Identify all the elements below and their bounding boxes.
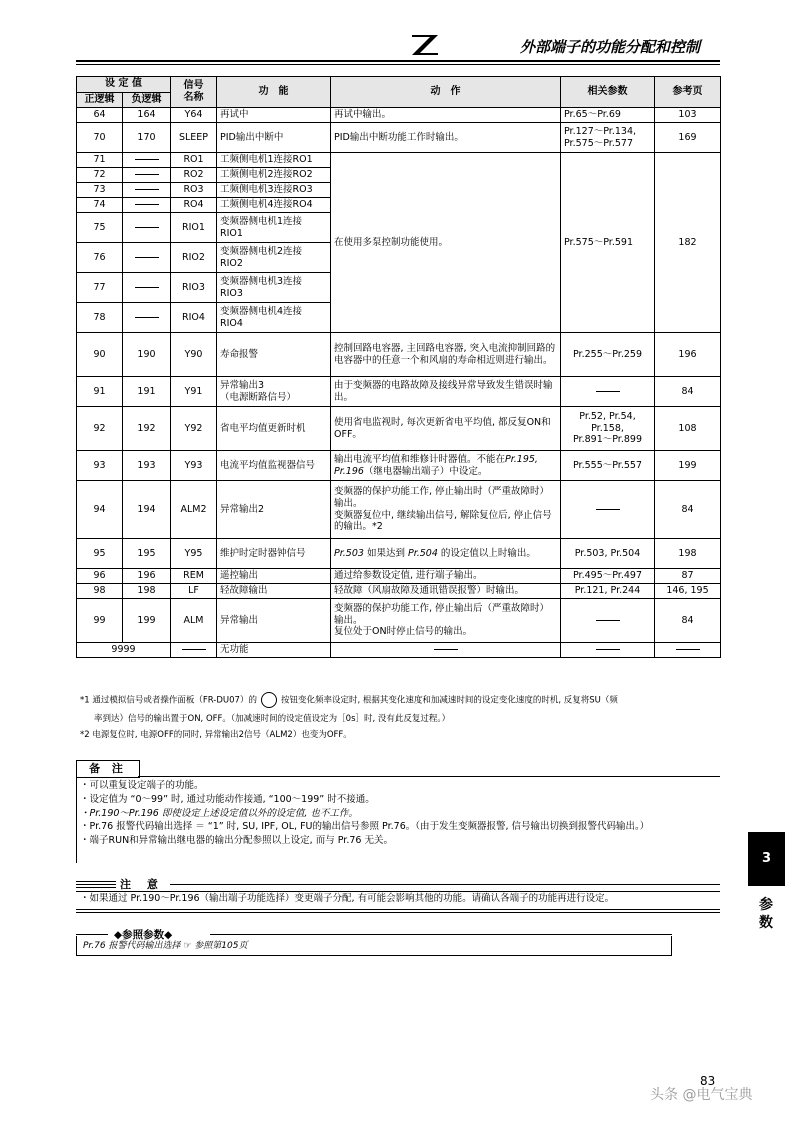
dash-mark bbox=[434, 649, 458, 650]
cell-negative-none bbox=[123, 243, 171, 273]
cell-params: Pr.52, Pr.54, Pr.158, Pr.891～Pr.899 bbox=[561, 407, 655, 451]
table-row bbox=[77, 539, 721, 569]
cell-ref-page-multi-pump: 182 bbox=[655, 153, 721, 333]
cell-positive: 77 bbox=[77, 273, 123, 303]
table-row bbox=[77, 599, 721, 643]
remarks-label: 备 注 bbox=[76, 760, 140, 778]
cell-negative: 164 bbox=[123, 108, 171, 123]
cell-function: PID输出中断中 bbox=[217, 123, 331, 153]
remarks-list bbox=[80, 779, 718, 848]
cell-params-none bbox=[561, 481, 655, 539]
cell-negative: 191 bbox=[123, 377, 171, 407]
brand-logo-icon bbox=[410, 33, 440, 57]
cell-action: 使用省电监视时, 每次更新省电平均值, 都反复ON和OFF。 bbox=[331, 407, 561, 451]
cell-action: 由于变频器的电路故障及接线异常导致发生错误时输出。 bbox=[331, 377, 561, 407]
cell-negative-none bbox=[123, 213, 171, 243]
footnote-1-text-b: 按钮变化频率设定时, 根据其变化速度和加减速时间的设定变化速度的时机, 反复将SU（频 bbox=[280, 695, 618, 706]
cell-signal: RO2 bbox=[171, 168, 217, 183]
dash-mark bbox=[596, 649, 620, 650]
cell-action bbox=[331, 539, 561, 569]
caution-text: ・如果通过 Pr.190～Pr.196（输出端子功能选择）变更端子分配, 有可能会影响其他的功能。请确认各端子的功能再进行设定。 bbox=[80, 893, 615, 904]
page-number: 83 bbox=[700, 1074, 716, 1088]
list-item: ・ Pr.76 报警代码输出选择 ＝ “1” 时, SU, IPF, OL, FU的输出信号参照 Pr.76。（由于发生变频器报警, 信号输出切换到报警代码输出。） bbox=[80, 820, 718, 834]
dash-mark bbox=[135, 317, 159, 318]
table-row bbox=[77, 451, 721, 481]
cell-signal: RIO2 bbox=[171, 243, 217, 273]
cell-positive: 90 bbox=[77, 333, 123, 377]
cell-function: 工频侧电机3连接RO3 bbox=[217, 183, 331, 198]
cell-function: 异常输出 bbox=[217, 599, 331, 643]
cell-ref-page: 108 bbox=[655, 407, 721, 451]
cell-negative: 193 bbox=[123, 451, 171, 481]
table-row bbox=[77, 407, 721, 451]
cell-function: 维护时定时器钟信号 bbox=[217, 539, 331, 569]
table-row bbox=[77, 333, 721, 377]
cell-params: Pr.121, Pr.244 bbox=[561, 584, 655, 599]
list-item: ・ 设定值为 “0～99” 时, 通过功能动作接通, “100～199” 时不接通。 bbox=[80, 793, 718, 807]
caution-icon-lines bbox=[76, 881, 116, 890]
dash-mark bbox=[135, 204, 159, 205]
cell-negative: 170 bbox=[123, 123, 171, 153]
cell-params: Pr.65～Pr.69 bbox=[561, 108, 655, 123]
table-row bbox=[77, 377, 721, 407]
cell-signal: RO3 bbox=[171, 183, 217, 198]
cell-positive: 74 bbox=[77, 198, 123, 213]
cell-params: Pr.555～Pr.557 bbox=[561, 451, 655, 481]
cell-positive: 71 bbox=[77, 153, 123, 168]
cell-positive: 95 bbox=[77, 539, 123, 569]
page-header-title: 外部端子的功能分配和控制 bbox=[520, 38, 701, 56]
cell-signal: Y64 bbox=[171, 108, 217, 123]
cell-function: 变频器侧电机4连接 RIO4 bbox=[217, 303, 331, 333]
dash-mark bbox=[596, 391, 620, 392]
cell-negative: 196 bbox=[123, 569, 171, 584]
cell-positive: 70 bbox=[77, 123, 123, 153]
cell-action: 通过给参数设定值, 进行端子输出。 bbox=[331, 569, 561, 584]
cell-function: 工频侧电机2连接RO2 bbox=[217, 168, 331, 183]
cell-negative: 198 bbox=[123, 584, 171, 599]
cell-action: 控制回路电容器, 主回路电容器, 突入电流抑制回路的电容器中的任意一个和风扇的寿命相近则进行输出。 bbox=[331, 333, 561, 377]
cell-signal: ALM2 bbox=[171, 481, 217, 539]
cell-function: 工频侧电机1连接RO1 bbox=[217, 153, 331, 168]
cell-ref-page: 84 bbox=[655, 599, 721, 643]
cell-negative-none bbox=[123, 168, 171, 183]
reference-link[interactable]: Pr.76 报警代码输出选择 ☞ 参照第105页 bbox=[76, 936, 672, 956]
table-row bbox=[77, 569, 721, 584]
action-text: 输出电流平均值和维修计时器值。不能在 bbox=[334, 453, 506, 465]
setting-dial-icon bbox=[261, 692, 277, 708]
param-ref: Pr.195, Pr.196 bbox=[334, 453, 538, 477]
cell-action: 变频器的保护功能工作, 停止输出时（严重故障时）输出。 变频器复位中, 继续输出信号, 解除复位后, 停止信号的输出。*2 bbox=[331, 481, 561, 539]
cell-negative-none bbox=[123, 153, 171, 168]
cell-ref-page: 146, 195 bbox=[655, 584, 721, 599]
cell-params: Pr.503, Pr.504 bbox=[561, 539, 655, 569]
cell-signal: RIO4 bbox=[171, 303, 217, 333]
cell-function: 轻故障输出 bbox=[217, 584, 331, 599]
cell-function: 无功能 bbox=[217, 643, 331, 658]
header-signal-name: 信号 名称 bbox=[171, 77, 217, 108]
reference-title: ◆参照参数◆ bbox=[114, 929, 173, 941]
caution-bottom-rule-2 bbox=[76, 912, 720, 913]
cell-ref-page: 84 bbox=[655, 481, 721, 539]
cell-negative-none bbox=[123, 183, 171, 198]
table-row bbox=[77, 643, 721, 658]
cell-signal: ALM bbox=[171, 599, 217, 643]
cell-function: 异常输出2 bbox=[217, 481, 331, 539]
reference-divider-left bbox=[76, 934, 108, 935]
cell-positive: 92 bbox=[77, 407, 123, 451]
cell-negative: 195 bbox=[123, 539, 171, 569]
cell-negative-none bbox=[123, 198, 171, 213]
reference-divider-right bbox=[210, 934, 672, 935]
cell-positive: 73 bbox=[77, 183, 123, 198]
table-row bbox=[77, 108, 721, 123]
cell-action bbox=[331, 451, 561, 481]
cell-params: Pr.255～Pr.259 bbox=[561, 333, 655, 377]
chapter-label: 参数 bbox=[759, 897, 773, 931]
cell-ref-page: 198 bbox=[655, 539, 721, 569]
footnote-1-continued: 率到达）信号的输出置于ON, OFF。（加减速时间的设定值设定为［0s］时, 没有此反复过程。） bbox=[94, 714, 451, 724]
cell-setting-value: 9999 bbox=[77, 643, 171, 658]
dash-mark bbox=[596, 509, 620, 510]
header-ref-page: 参考页 bbox=[655, 77, 721, 108]
dash-mark bbox=[676, 649, 700, 650]
cell-signal: Y95 bbox=[171, 539, 217, 569]
cell-positive: 91 bbox=[77, 377, 123, 407]
cell-function: 省电平均值更新时机 bbox=[217, 407, 331, 451]
cell-params: Pr.495～Pr.497 bbox=[561, 569, 655, 584]
table-row bbox=[77, 584, 721, 599]
cell-ref-page: 87 bbox=[655, 569, 721, 584]
cell-function: 再试中 bbox=[217, 108, 331, 123]
cell-negative: 192 bbox=[123, 407, 171, 451]
caution-title: 注 意 bbox=[120, 878, 164, 891]
dash-mark bbox=[135, 174, 159, 175]
cell-params: Pr.127～Pr.134, Pr.575～Pr.577 bbox=[561, 123, 655, 153]
caution-bottom-rule bbox=[76, 909, 720, 910]
cell-signal: RO1 bbox=[171, 153, 217, 168]
cell-ref-page: 169 bbox=[655, 123, 721, 153]
list-item: ・ Pr.190～Pr.196 即使设定上述设定值以外的设定值, 也不工作。 bbox=[80, 807, 718, 821]
table-row bbox=[77, 481, 721, 539]
cell-positive: 76 bbox=[77, 243, 123, 273]
cell-function: 变频器侧电机2连接 RIO2 bbox=[217, 243, 331, 273]
action-text: 如果达到 bbox=[363, 547, 408, 559]
cell-signal: Y93 bbox=[171, 451, 217, 481]
dash-mark bbox=[596, 620, 620, 621]
dash-mark bbox=[135, 159, 159, 160]
cell-positive: 78 bbox=[77, 303, 123, 333]
cell-signal: Y91 bbox=[171, 377, 217, 407]
header-divider-thin bbox=[76, 64, 720, 65]
cell-function: 电流平均值监视器信号 bbox=[217, 451, 331, 481]
header-related-params: 相关参数 bbox=[561, 77, 655, 108]
cell-positive: 98 bbox=[77, 584, 123, 599]
cell-ref-page: 84 bbox=[655, 377, 721, 407]
cell-function: 异常输出3 （电源断路信号） bbox=[217, 377, 331, 407]
cell-negative: 190 bbox=[123, 333, 171, 377]
watermark: 头条 @电气宝典 bbox=[650, 1087, 753, 1103]
cell-action: 轻故障（风扇故障及通讯错误报警）时输出。 bbox=[331, 584, 561, 599]
chapter-tab[interactable]: 3 bbox=[748, 832, 785, 886]
output-terminal-function-table bbox=[76, 76, 721, 658]
header-divider bbox=[76, 60, 720, 62]
cell-action: 再试中输出。 bbox=[331, 108, 561, 123]
cell-negative-none bbox=[123, 303, 171, 333]
cell-params-multi-pump: Pr.575～Pr.591 bbox=[561, 153, 655, 333]
cell-signal: RIO3 bbox=[171, 273, 217, 303]
cell-signal-none bbox=[171, 643, 217, 658]
cell-signal: SLEEP bbox=[171, 123, 217, 153]
cell-function: 遥控输出 bbox=[217, 569, 331, 584]
caution-divider bbox=[170, 884, 720, 885]
dash-mark bbox=[135, 227, 159, 228]
table-row bbox=[77, 123, 721, 153]
cell-function: 变频器侧电机1连接 RIO1 bbox=[217, 213, 331, 243]
cell-positive: 94 bbox=[77, 481, 123, 539]
cell-action: PID输出中断功能工作时输出。 bbox=[331, 123, 561, 153]
cell-signal: RIO1 bbox=[171, 213, 217, 243]
header-setting-value: 设 定 值 bbox=[77, 77, 171, 93]
cell-signal: REM bbox=[171, 569, 217, 584]
cell-positive: 96 bbox=[77, 569, 123, 584]
action-text: 的设定值以上时输出。 bbox=[437, 547, 536, 559]
cell-positive: 64 bbox=[77, 108, 123, 123]
list-item: ・ 可以重复设定端子的功能。 bbox=[80, 779, 718, 793]
cell-action: 变频器的保护功能工作, 停止输出后（严重故障时）输出。 复位处于ON时停止信号的输出。 bbox=[331, 599, 561, 643]
dash-mark bbox=[135, 287, 159, 288]
cell-ref-page: 199 bbox=[655, 451, 721, 481]
cell-positive: 75 bbox=[77, 213, 123, 243]
dash-mark bbox=[135, 189, 159, 190]
cell-negative-none bbox=[123, 273, 171, 303]
cell-function: 工频侧电机4连接RO4 bbox=[217, 198, 331, 213]
list-item: ・ 端子RUN和异常输出继电器的输出分配参照以上设定, 而与 Pr.76 无关。 bbox=[80, 834, 718, 848]
cell-function: 变频器侧电机3连接 RIO3 bbox=[217, 273, 331, 303]
cell-signal: Y90 bbox=[171, 333, 217, 377]
footnote-2: *2 电源复位时, 电源OFF的同时, 异常输出2信号（ALM2）也变为OFF。 bbox=[80, 730, 352, 740]
dash-mark bbox=[135, 257, 159, 258]
cell-function: 寿命报警 bbox=[217, 333, 331, 377]
footnote-1-text-a: *1 通过模拟信号或者操作面板（FR-DU07）的 bbox=[80, 695, 257, 706]
header-negative-logic: 负逻辑 bbox=[123, 92, 171, 108]
cell-params-none bbox=[561, 377, 655, 407]
caution-text-body: 如果通过 Pr.190～Pr.196（输出端子功能选择）变更端子分配, 有可能会影响其他的功能。请确认各端子的功能再进行设定。 bbox=[89, 893, 615, 904]
param-ref: Pr.503 bbox=[334, 547, 364, 559]
action-text: （继电器输出端子）中设定。 bbox=[363, 465, 488, 477]
cell-action-none bbox=[331, 643, 561, 658]
dash-mark bbox=[182, 649, 206, 650]
cell-ref-page: 103 bbox=[655, 108, 721, 123]
cell-signal: RO4 bbox=[171, 198, 217, 213]
cell-negative: 199 bbox=[123, 599, 171, 643]
cell-positive: 72 bbox=[77, 168, 123, 183]
cell-negative: 194 bbox=[123, 481, 171, 539]
cell-action-multi-pump: 在使用多泵控制功能使用。 bbox=[331, 153, 561, 333]
header-positive-logic: 正逻辑 bbox=[77, 92, 123, 108]
param-ref: Pr.504 bbox=[407, 547, 438, 559]
cell-ref-page: 196 bbox=[655, 333, 721, 377]
cell-signal: Y92 bbox=[171, 407, 217, 451]
cell-params-none bbox=[561, 643, 655, 658]
cell-params-none bbox=[561, 599, 655, 643]
cell-ref-page-none bbox=[655, 643, 721, 658]
cell-positive: 93 bbox=[77, 451, 123, 481]
cell-signal: LF bbox=[171, 584, 217, 599]
header-action: 动 作 bbox=[331, 77, 561, 108]
cell-positive: 99 bbox=[77, 599, 123, 643]
table-row bbox=[77, 153, 721, 168]
footnote-1 bbox=[80, 692, 716, 708]
header-function: 功 能 bbox=[217, 77, 331, 108]
